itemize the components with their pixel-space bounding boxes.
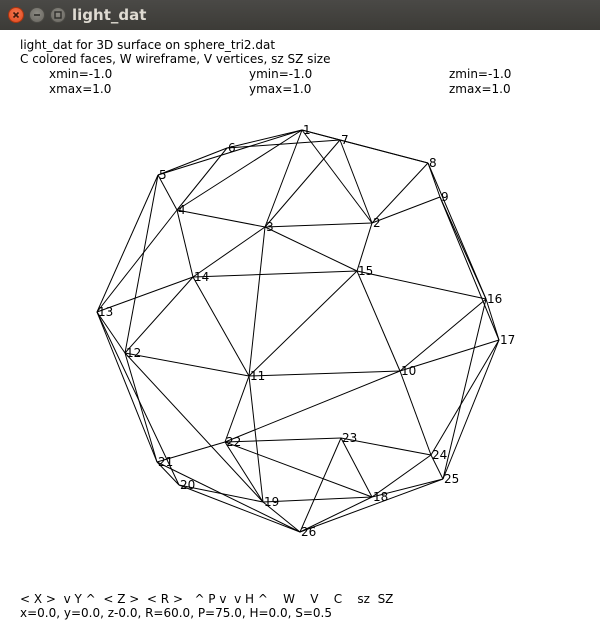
vertex-label: 13: [98, 305, 114, 319]
ymin-label: ymin=-1.0: [249, 67, 313, 81]
mesh-edge: [97, 175, 158, 312]
vertex-label: 14: [194, 270, 210, 284]
mesh-edge: [372, 163, 428, 223]
window-title: light_dat: [72, 6, 147, 24]
mesh-edge: [177, 130, 302, 210]
mesh-edge: [428, 163, 486, 299]
vertex-label: 20: [180, 478, 196, 492]
vertex-label: 19: [264, 495, 280, 509]
mesh-edge: [300, 479, 443, 532]
vertex-label: 8: [429, 156, 437, 170]
mesh-edge: [431, 340, 499, 455]
mesh-edge: [400, 371, 431, 455]
vertex-label: 3: [266, 220, 274, 234]
vertex-label: 21: [158, 455, 174, 469]
mesh-edge: [225, 376, 249, 442]
mesh-edge: [125, 353, 157, 462]
xmin-label: xmin=-1.0: [49, 67, 113, 81]
vertex-label: 17: [500, 333, 516, 347]
mesh-edge: [249, 371, 400, 376]
mesh-edge: [177, 210, 265, 227]
header-line-2: C colored faces, W wireframe, V vertices, sz SZ size: [20, 52, 331, 66]
vertex-label: 10: [401, 364, 417, 378]
vertex-label: 11: [250, 369, 266, 383]
xmax-label: xmax=1.0: [49, 82, 112, 96]
mesh-edge: [249, 227, 265, 376]
mesh-edge: [179, 485, 300, 532]
vertex-label: 5: [159, 168, 167, 182]
mesh-edge: [440, 197, 499, 340]
zmax-label: zmax=1.0: [449, 82, 511, 96]
mesh-edge: [372, 197, 440, 223]
vertex-labels: [98, 123, 515, 539]
mesh-edge: [341, 438, 372, 497]
ymax-label: ymax=1.0: [249, 82, 312, 96]
mesh-edge: [125, 277, 193, 353]
mesh-edge: [265, 223, 372, 227]
mesh-edge: [265, 140, 340, 227]
mesh-edge: [400, 299, 486, 371]
vertex-label: 22: [226, 435, 242, 449]
vertex-label: 18: [373, 490, 389, 504]
vertex-label: 26: [301, 525, 317, 539]
vertex-label: 12: [126, 346, 142, 360]
mesh-edge: [177, 210, 193, 277]
vertex-label: 9: [441, 190, 449, 204]
mesh-edge: [97, 312, 157, 462]
vertex-label: 1: [303, 123, 311, 137]
vertex-label: 6: [228, 141, 236, 155]
vertex-label: 7: [341, 133, 349, 147]
mesh-edge: [225, 442, 372, 497]
mesh-edge: [300, 438, 341, 532]
mesh-edge: [125, 175, 158, 353]
vertex-label: 15: [358, 264, 374, 278]
header-line-1: light_dat for 3D surface on sphere_tri2.dat: [20, 38, 276, 52]
mesh-edge: [340, 140, 428, 163]
vertex-label: 16: [487, 292, 503, 306]
mesh-edge: [97, 210, 177, 312]
vertex-label: 25: [444, 472, 460, 486]
controls-hint: < X > v Y ^ < Z > < R > ^ P v v H ^ W V C sz SZ: [20, 592, 394, 606]
mesh-edge: [265, 227, 357, 271]
zmin-label: zmin=-1.0: [449, 67, 512, 81]
mesh-edge: [340, 140, 372, 223]
mesh-edge: [263, 497, 372, 502]
status-line: x=0.0, y=0.0, z-0.0, R=60.0, P=75.0, H=0.0, S=0.5: [20, 606, 333, 620]
mesh-edge: [193, 271, 357, 277]
vertex-label: 4: [178, 203, 186, 217]
mesh-edges: [97, 130, 499, 532]
mesh-edge: [357, 271, 400, 371]
mesh-edge: [193, 277, 249, 376]
mesh-edge: [357, 271, 486, 299]
vertex-label: 24: [432, 448, 448, 462]
vertex-label: 2: [373, 216, 381, 230]
mesh-edge: [249, 271, 357, 376]
vertex-label: 23: [342, 431, 358, 445]
mesh-edge: [225, 438, 341, 442]
